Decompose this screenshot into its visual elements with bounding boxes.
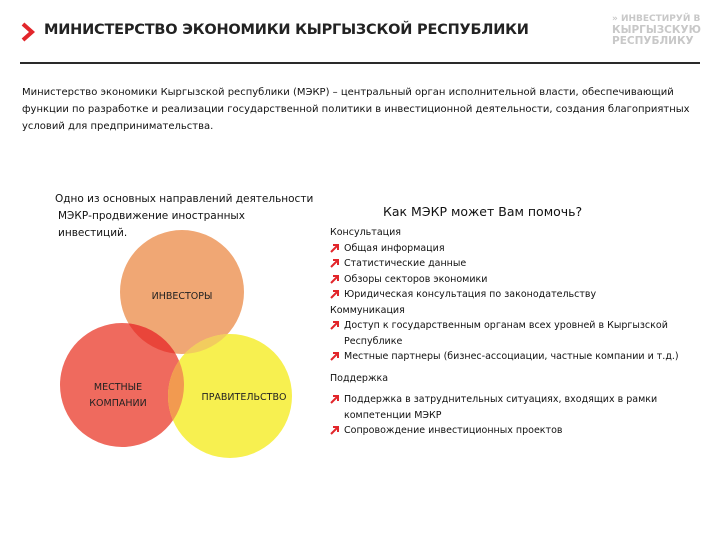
list-item: Сопровождение инвестиционных проектов: [330, 423, 700, 439]
arrow-up-right-icon: [330, 351, 340, 361]
government-label: ПРАВИТЕЛЬСТВО: [201, 392, 287, 403]
arrow-up-right-icon: [330, 425, 340, 435]
arrow-up-right-icon: [330, 394, 340, 404]
list-item: Обзоры секторов экономики: [330, 272, 700, 288]
communication-heading: Коммуникация: [330, 304, 405, 316]
list-item: Статистические данные: [330, 256, 700, 272]
directions-heading: Одно из основных направлений деятельности МЭКР-продвижение иностранных инвестиций.: [55, 193, 314, 239]
support-heading: Поддержка: [330, 372, 389, 384]
arrow-up-right-icon: [330, 320, 340, 330]
venn-diagram: [60, 230, 330, 470]
intro-paragraph: Министерство экономики Кыргызской республики (МЭКР) – центральный орган исполнительной власти, обеспечивающий функции по разработке и реализации государственной политики в инвестиционной деятельности, создания благоприятных условий для предпринимательства.: [22, 87, 690, 132]
chevron-right-icon: [20, 22, 36, 42]
local-companies-label-1: МЕСТНЫЕ: [93, 382, 143, 393]
page-title: МИНИСТЕРСТВО ЭКОНОМИКИ КЫРГЫЗСКОЙ РЕСПУБЛИКИ: [44, 22, 529, 38]
list-item: Общая информация: [330, 241, 700, 257]
arrow-up-right-icon: [330, 258, 340, 268]
list-item: Юридическая консультация по законодательству: [330, 287, 700, 303]
investors-label: ИНВЕСТОРЫ: [151, 291, 213, 302]
header-divider: [20, 62, 700, 64]
list-item: Местные партнеры (бизнес-ассоциации, частные компании и т.д.): [330, 349, 700, 365]
list-item: Поддержка в затруднительных ситуациях, входящих в рамки компетенции МЭКР: [330, 392, 700, 423]
arrow-up-right-icon: [330, 243, 340, 253]
local-companies-label-2: КОМПАНИИ: [89, 398, 147, 409]
arrow-up-right-icon: [330, 289, 340, 299]
invest-logo: » ИНВЕСТИРУЙ В КЫРГЫЗСКУЮ РЕСПУБЛИКУ: [612, 14, 701, 47]
help-heading: Как МЭКР может Вам помочь?: [383, 204, 583, 219]
header: [0, 0, 720, 62]
help-list: [330, 225, 700, 439]
arrow-up-right-icon: [330, 274, 340, 284]
list-item: Доступ к государственным органам всех уровней в Кыргызской Республике: [330, 318, 700, 349]
consultation-heading: Консультация: [330, 227, 401, 238]
